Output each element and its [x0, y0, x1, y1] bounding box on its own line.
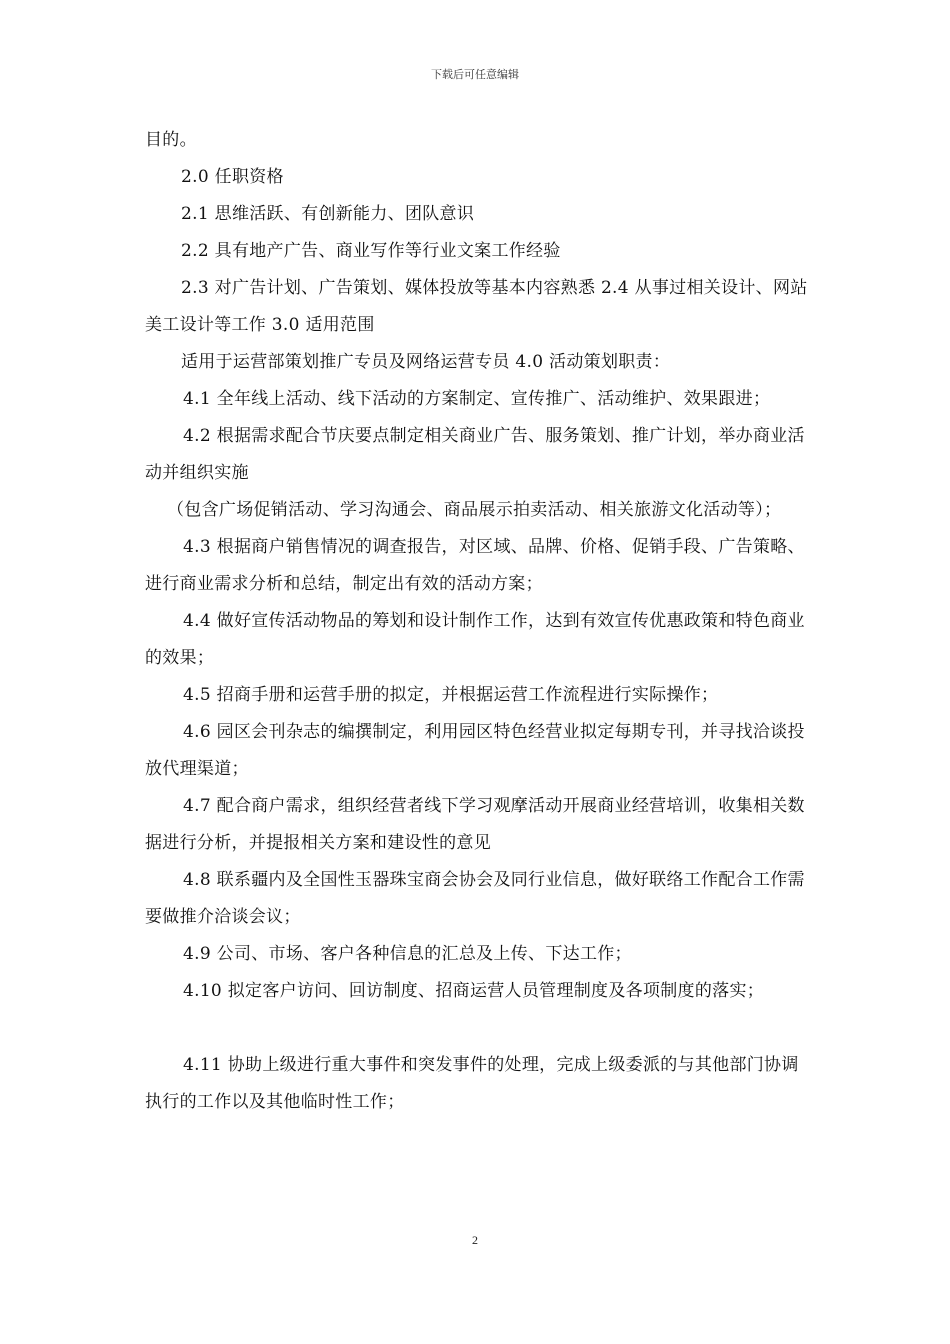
paragraph-4-7: 4.7 配合商户需求，组织经营者线下学习观摩活动开展商业经营培训，收集相关数据进行分析，并提报相关方案和建设性的意见 [145, 796, 805, 853]
document-body [145, 122, 815, 1121]
paragraph-scope: 适用于运营部策划推广专员及网络运营专员 4.0 活动策划职责： [181, 352, 671, 372]
paragraph-4-11: 4.11 协助上级进行重大事件和突发事件的处理，完成上级委派的与其他部门协调执行的工作以及其他临时性工作； [145, 1055, 799, 1112]
paragraph-4-10: 4.10 拟定客户访问、回访制度、招商运营人员管理制度及各项制度的落实； [183, 981, 765, 1001]
paragraph-4-5: 4.5 招商手册和运营手册的拟定，并根据运营工作流程进行实际操作； [183, 685, 719, 705]
paragraph-2-2: 2.2 具有地产广告、商业写作等行业文案工作经验 [181, 241, 561, 261]
paragraph-2-3: 2.3 对广告计划、广告策划、媒体投放等基本内容熟悉 2.4 从事过相关设计、网站美工设计等工作 3.0 适用范围 [145, 278, 808, 335]
paragraph-4-2: 4.2 根据需求配合节庆要点制定相关商业广告、服务策划、推广计划，举办商业活动并组织实施 [145, 426, 805, 483]
page-number: 2 [472, 1233, 478, 1247]
paragraph-4-4: 4.4 做好宣传活动物品的筹划和设计制作工作，达到有效宣传优惠政策和特色商业的效果； [145, 611, 805, 668]
paragraph-4-8: 4.8 联系疆内及全国性玉器珠宝商会协会及同行业信息，做好联络工作配合工作需要做推介洽谈会议； [145, 870, 805, 927]
paragraph-4-2-detail: （包含广场促销活动、学习沟通会、商品展示拍卖活动、相关旅游文化活动等）； [167, 500, 782, 520]
paragraph-4-1: 4.1 全年线上活动、线下活动的方案制定、宣传推广、活动维护、效果跟进； [183, 389, 771, 409]
paragraph-intro: 目的。 [145, 130, 197, 150]
paragraph-4-9: 4.9 公司、市场、客户各种信息的汇总及上传、下达工作； [183, 944, 632, 964]
heading-qualifications: 2.0 任职资格 [181, 167, 284, 187]
paragraph-4-6: 4.6 园区会刊杂志的编撰制定，利用园区特色经营业拟定每期专刊，并寻找洽谈投放代理渠道； [145, 722, 805, 779]
blank-line [145, 1010, 815, 1047]
paragraph-2-1: 2.1 思维活跃、有创新能力、团队意识 [181, 204, 475, 224]
header-note: 下载后可任意编辑 [431, 68, 519, 81]
paragraph-4-3: 4.3 根据商户销售情况的调查报告，对区域、品牌、价格、促销手段、广告策略、进行商业需求分析和总结，制定出有效的活动方案； [145, 537, 805, 594]
